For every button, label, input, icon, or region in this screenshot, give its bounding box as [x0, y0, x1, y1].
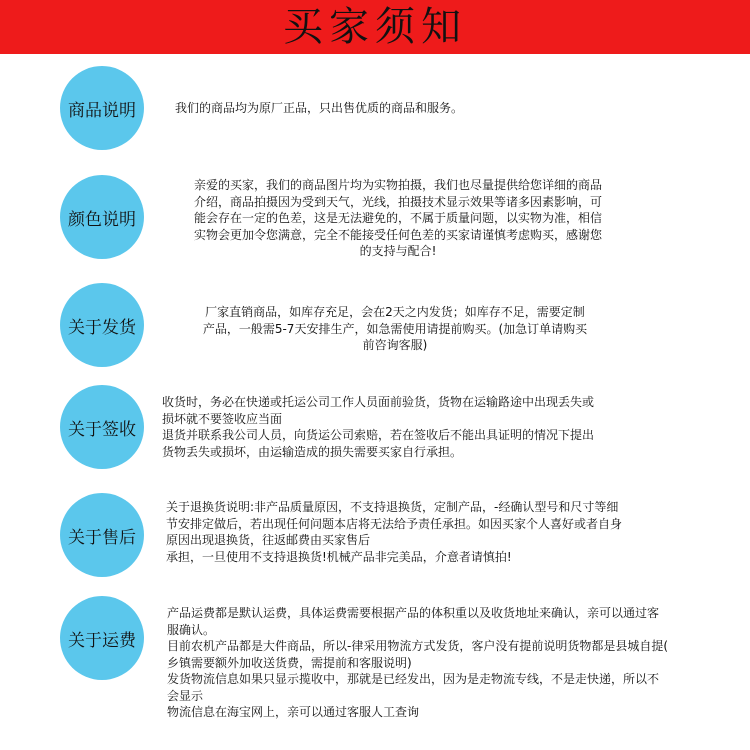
- text-line: 会显示: [167, 688, 204, 703]
- section-text: [158, 177, 638, 260]
- page-title: 买家须知: [283, 4, 467, 50]
- text-line: 节安排定做后，若出现任何问题本店将无法给予责任承担。如因买家个人喜好或者自身: [166, 516, 623, 531]
- text-line: 关于退换货说明:非产品质量原因，不支持退换货，定制产品，-经确认型号和尺寸等细: [166, 500, 619, 514]
- text-line: 收货时，务必在快递或托运公司工作人员面前验货，货物在运输路途中出现丢失或: [162, 395, 595, 409]
- text-line: 发货物流信息如果只显示揽收中，那就是已经发出，因为是走物流专线，不是走快递，所以不: [167, 672, 660, 686]
- header-banner: [0, 0, 750, 54]
- section-label: 关于发货: [68, 317, 136, 338]
- label-circle: [60, 175, 144, 259]
- text-line: 前咨询客服): [362, 338, 428, 352]
- text-line: 产品，一般需5-7天安排生产，如急需使用请提前购买。(加急订单请购买: [202, 321, 588, 336]
- text-line: 承担，一旦使用不支持退换货!机械产品非完美品，介意者请慎拍!: [166, 549, 512, 564]
- text-line: 厂家直销商品，如库存充足，会在2天之内发货；如库存不足，需要定制: [205, 305, 585, 319]
- section-text: [165, 304, 625, 354]
- section-label: 商品说明: [68, 100, 136, 121]
- text-line: 实物会更加令您满意，完全不能接受任何色差的买家请谨慎考虑购买，感谢您: [193, 227, 602, 242]
- section-label: 关于签收: [68, 419, 136, 440]
- text-line: 介绍，商品拍摄因为受到天气，光线，拍摄技术显示效果等诸多因素影响，可: [193, 194, 602, 209]
- text-line: 亲爱的买家，我们的商品图片均为实物拍摄，我们也尽量提供给您详细的商品: [193, 178, 602, 192]
- text-line: 产品运费都是默认运费，具体运费需要根据产品的体积重以及收货地址来确认，亲可以通过客: [167, 606, 660, 620]
- text-line: 原因出现退换货，往返邮费由买家售后: [166, 533, 371, 547]
- text-line: 我们的商品均为原厂正品，只出售优质的商品和服务。: [175, 101, 464, 115]
- text-line: 退货并联系我公司人员，向货运公司索赔，若在签收后不能出具证明的情况下提出: [162, 428, 595, 442]
- text-line: 目前农机产品都是大件商品，所以-律采用物流方式发货，客户没有提前说明货物都是县城自提(: [167, 639, 669, 653]
- section-label: 关于售后: [68, 527, 136, 548]
- section-label: 关于运费: [68, 630, 136, 651]
- label-circle: [60, 283, 144, 367]
- text-line: 的支持与配合!: [359, 244, 437, 258]
- label-circle: [60, 493, 144, 577]
- section-label: 颜色说明: [68, 209, 136, 230]
- label-circle: [60, 385, 144, 469]
- label-circle: [60, 596, 144, 680]
- text-line: 损坏就不要签收应当面: [162, 411, 283, 426]
- section-text: [162, 394, 594, 460]
- section-text: [167, 605, 668, 721]
- label-circle: [60, 66, 144, 150]
- text-line: 物流信息在海宝网上，亲可以通过客服人工查询: [167, 705, 420, 719]
- section-text: [166, 499, 622, 565]
- section-text: [175, 100, 463, 117]
- text-line: 乡镇需要额外加收送货费，需提前和客服说明): [167, 655, 412, 670]
- text-line: 能会存在一定的色差，这是无法避免的，不属于质量问题，以实物为准，相信: [193, 211, 602, 225]
- text-line: 货物丢失或损坏，由运输造成的损失需要买家自行承担。: [162, 444, 463, 459]
- text-line: 服确认。: [167, 622, 216, 637]
